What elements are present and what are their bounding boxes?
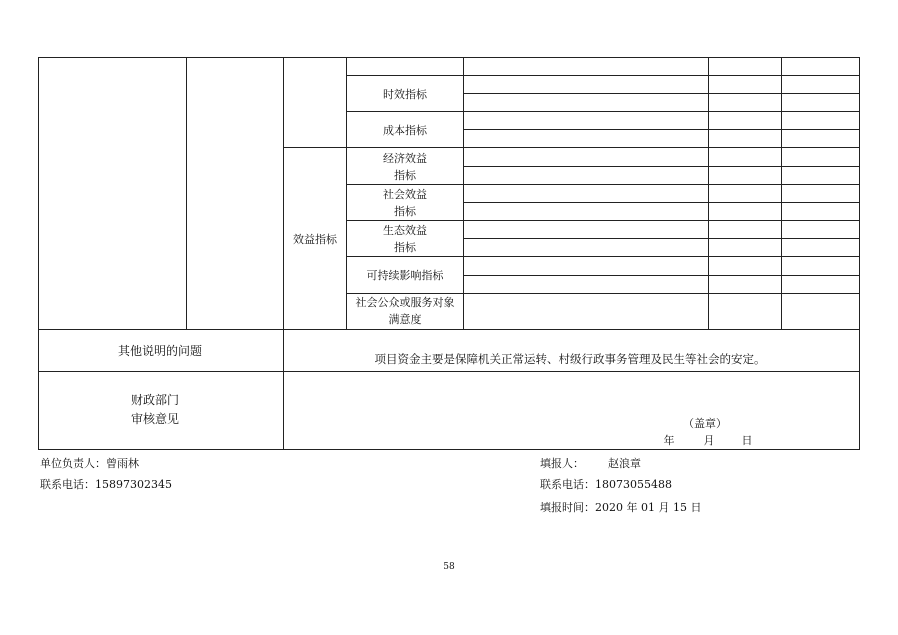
phone-right: 18073055488 [595,478,672,491]
timeliness-label: 时效指标 [383,88,427,101]
economic-label-line1: 经济效益 [383,152,427,165]
fill-date-line [540,499,701,515]
reporter-name: 赵浪章 [608,457,641,470]
date-day: 日 [741,434,753,447]
unit-head-label: 单位负责人： [40,457,106,470]
benefit-label: 效益指标 [293,233,337,246]
finance-label-line1: 财政部门 [130,393,180,407]
table-border [39,58,860,450]
ecological-label-line2: 指标 [394,241,416,254]
phone-left: 15897302345 [95,478,172,491]
date-year: 年 [663,434,675,447]
other-issues-label: 其他说明的问题 [117,344,203,358]
fill-date: 2020 年 01 月 15 日 [595,501,702,514]
social-label-line1: 社会效益 [383,188,427,201]
table-grid [38,57,860,450]
phone-label-left: 联系电话： [40,478,95,491]
seal-text: （盖章） [683,417,727,430]
unit-head-line [40,455,139,471]
page-number: 58 [443,562,455,572]
satisfaction-label-line2: 满意度 [388,313,422,326]
fill-date-label: 填报时间： [540,501,595,514]
satisfaction-label-line1: 社会公众或服务对象 [355,296,455,309]
phone-left-line [40,476,172,492]
other-issues-text: 项目资金主要是保障机关正常运转、村级行政事务管理及民生等社会的安定。 [374,352,766,366]
unit-head-name: 曾雨林 [106,457,139,470]
finance-label-line2: 审核意见 [130,412,180,426]
cost-label: 成本指标 [383,124,427,137]
ecological-label-line1: 生态效益 [383,224,427,237]
phone-right-line [540,476,672,492]
social-label-line2: 指标 [394,205,416,218]
economic-label-line2: 指标 [394,169,416,182]
sustainable-label: 可持续影响指标 [366,269,444,282]
reporter-label: 填报人： [540,457,584,470]
reporter-line [540,455,641,471]
date-month: 月 [703,434,715,447]
phone-label-right: 联系电话： [540,478,595,491]
